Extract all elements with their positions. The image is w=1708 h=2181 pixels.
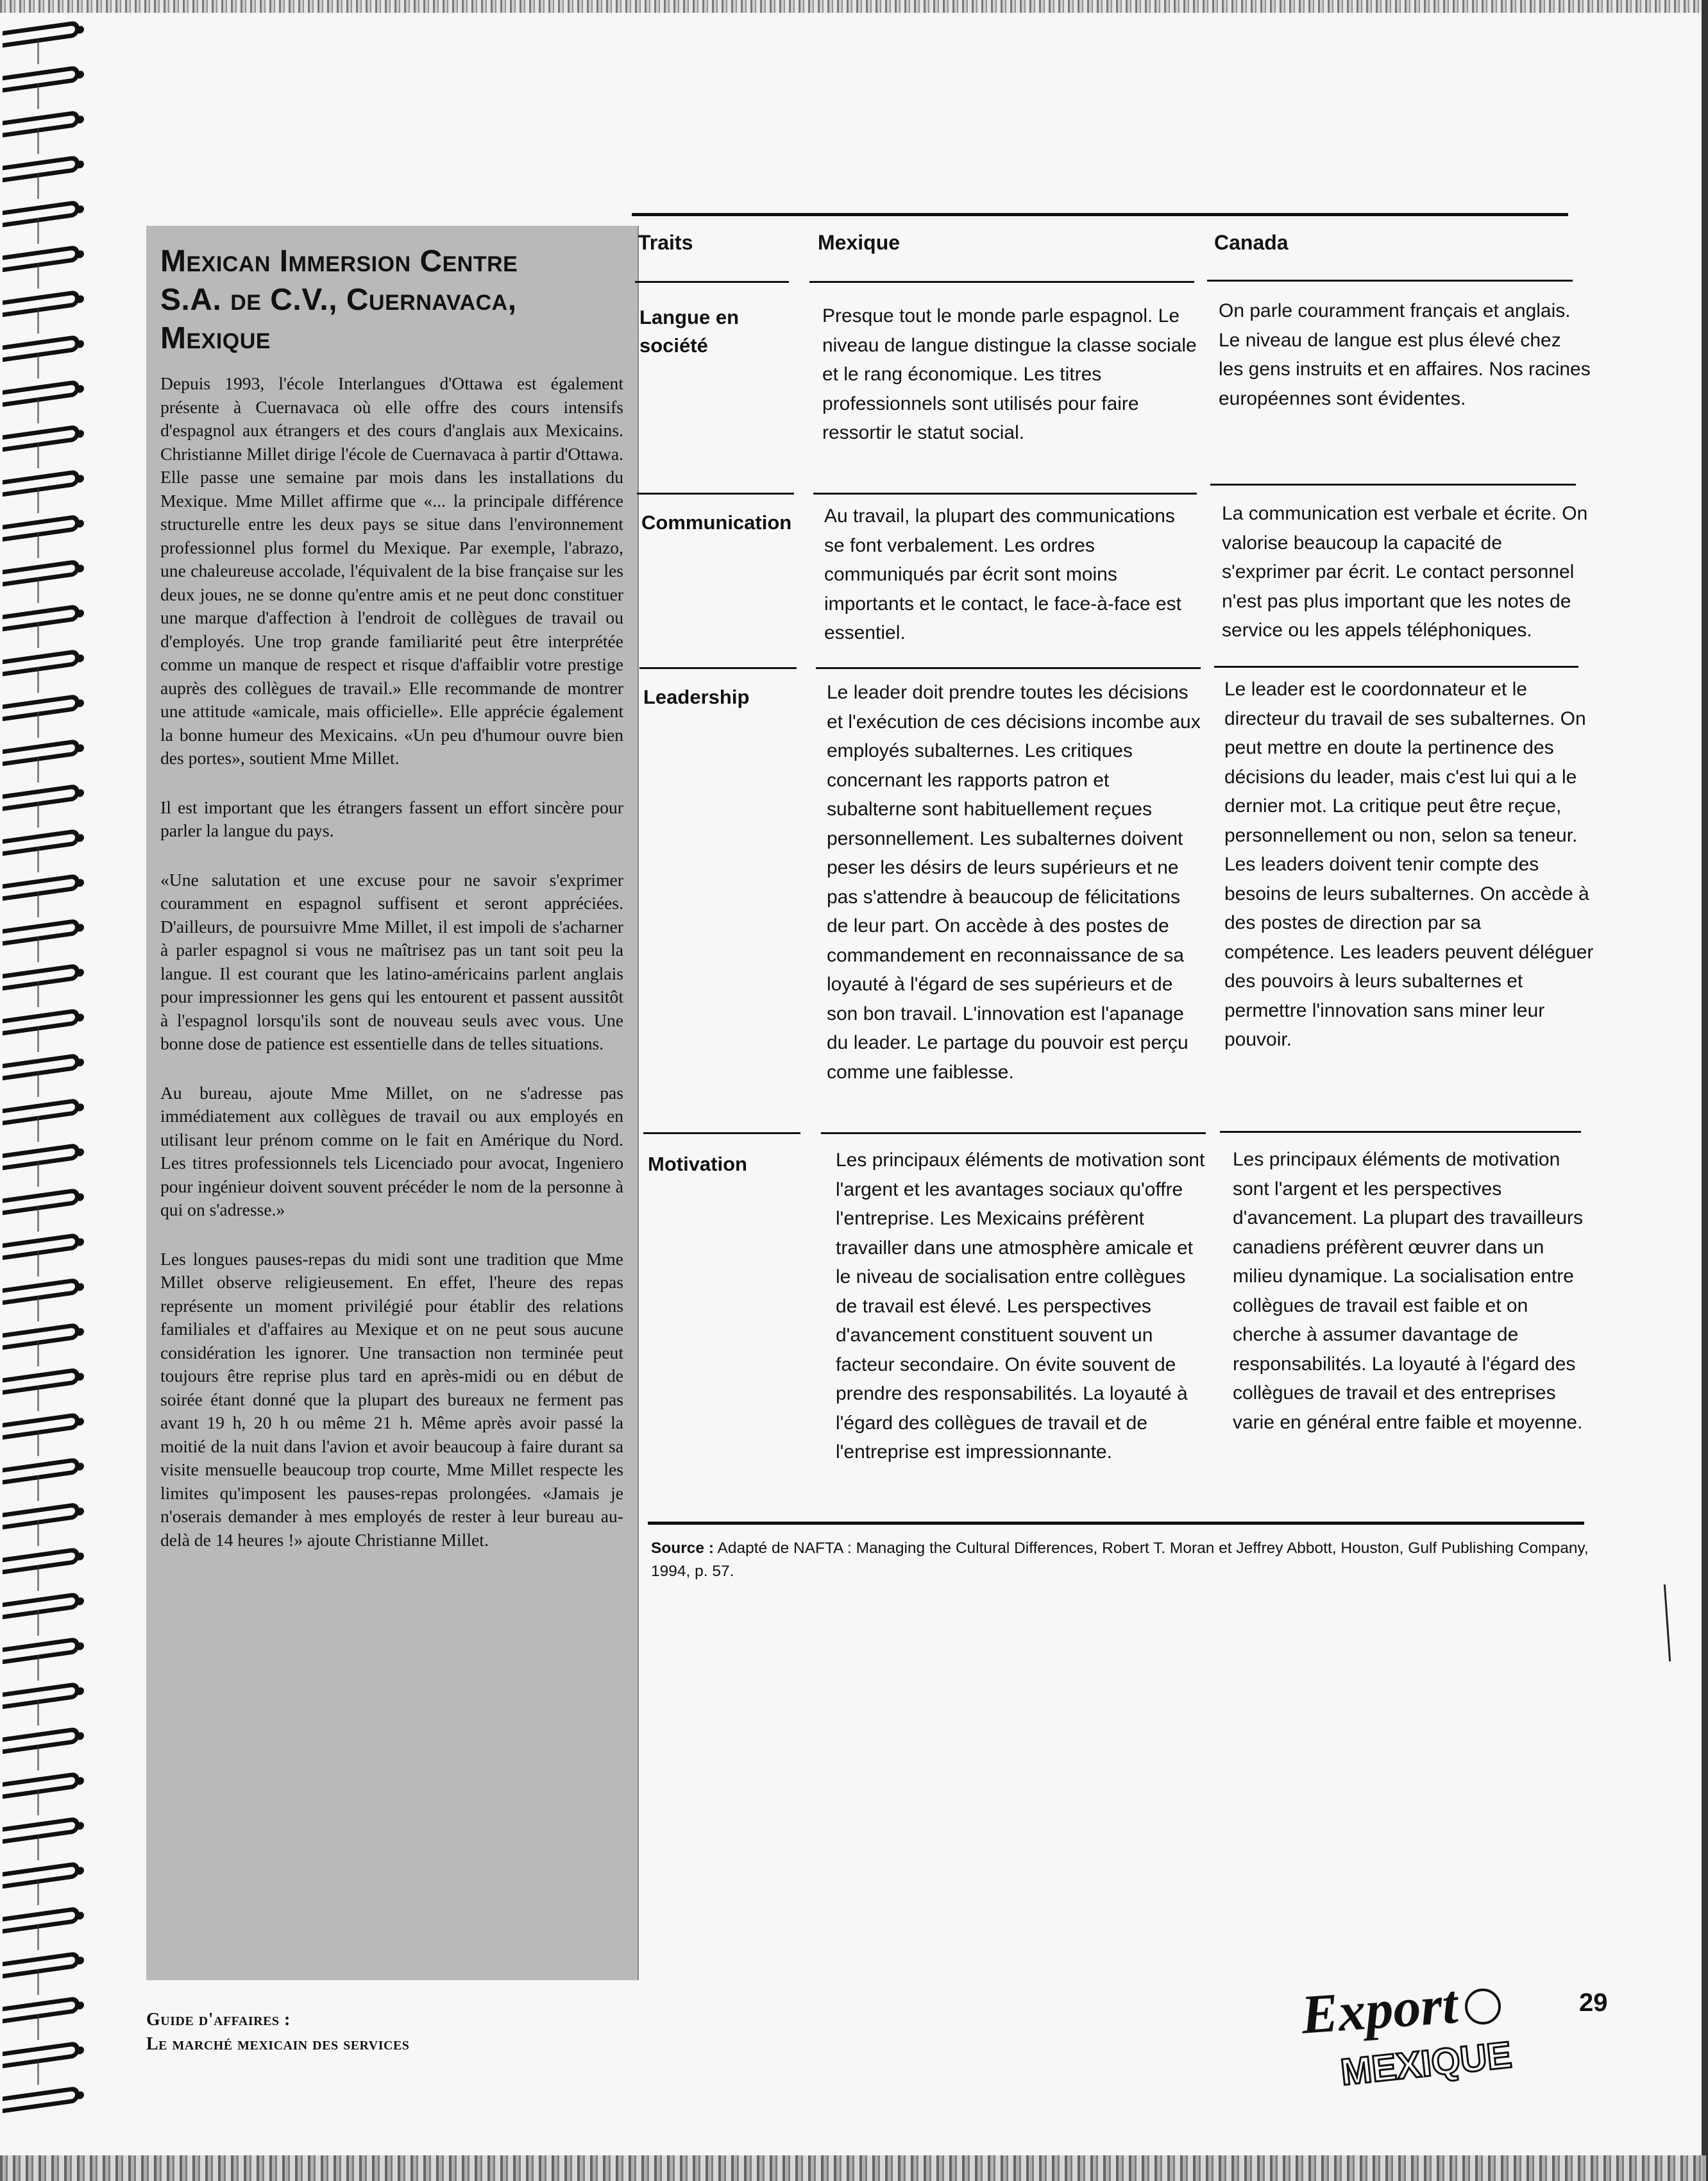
spiral-coil [3, 1547, 80, 1575]
spiral-coil [3, 1862, 80, 1889]
spiral-coil [3, 1278, 80, 1305]
spiral-coil [3, 1996, 80, 2024]
spiral-coil [3, 1053, 80, 1081]
row-rule [813, 493, 1197, 495]
spiral-coil [3, 65, 80, 93]
page-number: 29 [1579, 1989, 1608, 2017]
spiral-coil [3, 1906, 80, 1934]
cell-mexique: Le leader doit prendre toutes les décisions et l'exécution de ces décisions incombe aux employés subalternes. Les critiques concernant les rapports patron et subalterne sont habituellement reçues personnellement. Les subalternes doivent peser les désirs de leurs supérieurs et ne pas s'attendre à beaucoup de félicitations de leur part. On accède à des postes de commandement en reconnaissance de sa loyauté à l'égard de ses supérieurs et de son bon travail. L'innovation est l'apanage du leader. Le partage du pouvoir est perçu comme une faiblesse. [827, 682, 1201, 1083]
spiral-coil [3, 1188, 80, 1216]
spiral-coil [3, 694, 80, 722]
spiral-coil [3, 380, 80, 407]
export-mexique-logo [1296, 1969, 1514, 2098]
spiral-coil [3, 829, 80, 856]
row-rule [1220, 1131, 1581, 1133]
cell-canada: La communication est verbale et écrite. On valorise beaucoup la capacité de s'exprimer par écrit. Le contact personnel n'est pas plus important que les notes de service ou les appels téléphoniques. [1222, 503, 1588, 641]
spiral-coil [3, 110, 80, 138]
trait-langue: Langue en société [639, 306, 740, 357]
spiral-coil [3, 2041, 80, 2069]
spiral-coil [3, 559, 80, 587]
spiral-coil [3, 1637, 80, 1665]
logo-text-mexique: MEXIQUE [1339, 2033, 1514, 2094]
header-rule [809, 281, 1194, 283]
spiral-coil [3, 2086, 80, 2114]
sidebar-body [160, 372, 623, 1552]
source-label: Source : [651, 1540, 714, 1557]
table-bottom-rule [648, 1522, 1584, 1525]
spiral-coil [3, 470, 80, 497]
sidebar-title [160, 242, 623, 358]
spiral-coil [3, 1772, 80, 1799]
spiral-coil [3, 1143, 80, 1171]
sidebar-box [146, 226, 639, 1980]
page-edge [1702, 0, 1708, 2181]
row-rule [639, 667, 797, 669]
spiral-coil [3, 1502, 80, 1530]
spiral-coil [3, 604, 80, 632]
sidebar-paragraph: Au bureau, ajoute Mme Millet, on ne s'adresse pas immédiatement aux collègues de travail ou aux employés en utilisant leur prénom comme on le fait en Amérique du Nord. Les titres professionnels tels Licenciado pour avocat, Ingeniero pour ingénieur doivent souvent précéder le nom de la personne à qui on s'adresse.» [160, 1082, 623, 1219]
margin-mark [1664, 1584, 1671, 1661]
spiral-coil [3, 200, 80, 228]
footer-line: Le marché mexicain des services [146, 2034, 410, 2054]
spiral-coil [3, 784, 80, 811]
logo-circle-icon [1466, 1990, 1500, 2023]
spiral-coil [3, 963, 80, 991]
spiral-coil [3, 245, 80, 273]
sidebar-paragraph: «Une salutation et une excuse pour ne savoir s'exprimer couramment en espagnol suffisent et seront appréciées. D'ailleurs, de poursuivre Mme Millet, il est impoli de s'acharner à parler espagnol si vous ne maîtrisez pas un tant soit peu la langue. Il est courant que les latino-américains parlent anglais pour impressionner les gens qui les entourent et passent aussitôt à l'espagnol lorsqu'ils sont de nouveau seuls avec vous. Une bonne dose de patience est essentielle dans de telles situations. [160, 869, 623, 1053]
trait-leadership: Leadership [643, 686, 750, 708]
cell-mexique: Au travail, la plupart des communications se font verbalement. Les ordres communiqués par écrit sont moins importants et le contact, le face-à-face est essentiel. [824, 505, 1181, 643]
spiral-coil [3, 1008, 80, 1036]
scan-noise-bottom [0, 2155, 1708, 2181]
source-text: Adapté de NAFTA : Managing the Cultural Differences, Robert T. Moran et Jeffrey Abbott, Houston, Gulf Publishing Company, 1994, p. 57. [651, 1540, 1589, 1580]
row-rule [637, 493, 794, 495]
cell-mexique: Les principaux éléments de motivation sont l'argent et les avantages sociaux qu'offre l'entreprise. Les Mexicains préfèrent travailler dans une atmosphère amicale et le niveau de socialisation entre collègues de travail est élevé. Les perspectives d'avancement constituent souvent un facteur secondaire. On évite souvent de prendre des responsabilités. La loyauté à l'égard des collègues de travail et de l'entreprise est impressionnante. [836, 1150, 1205, 1463]
row-rule [1214, 666, 1578, 668]
spiral-coil [3, 514, 80, 542]
trait-motivation: Motivation [648, 1153, 747, 1175]
spiral-coil [3, 1592, 80, 1620]
header-traits: Traits [638, 231, 693, 254]
cell-canada: Les principaux éléments de motivation sont l'argent et les perspectives d'avancement. La plupart des travailleurs canadiens préfèrent œuvrer dans un milieu dynamique. La socialisation entre collègues de travail est faible et on cherche à assumer davantage de responsabilités. La loyauté à l'égard des collègues de travail et des entreprises varie en général entre faible et moyenne. [1233, 1149, 1584, 1433]
trait-communication: Communication [641, 511, 792, 534]
sidebar-paragraph: Il est important que les étrangers fassent un effort sincère pour parler la langue du pays. [160, 797, 623, 840]
sidebar-paragraph: Depuis 1993, l'école Interlangues d'Ottawa est également présente à Cuernavaca où elle offre des cours intensifs d'espagnol aux étrangers et des cours d'anglais aux Mexicains. Christianne Millet dirige l'école de Cuernavaca à partir d'Ottawa. Elle passe une semaine par mois dans les installations du Mexique. Mme Millet affirme que «... la principale différence structurelle entre les deux pays se situe dans l'environnement professionnel plus formel du Mexique. Par exemple, l'abrazo, une chaleureuse accolade, l'équivalent de la bise française sur les deux joues, ne se donne qu'entre amis et ne peut donc constituer une marque d'affection à l'endroit de collègues de travail ou d'employés. Une trop grande familiarité peut être interprétée comme un manque de respect et risque d'affaiblir votre prestige auprès des collègues de travail.» Elle recommande de montrer une attitude «amicale, mais officielle». Elle apprécie également la bonne humeur des Mexicains. «Un peu d'humour ouvre bien des portes», soutient Mme Millet. [160, 373, 623, 768]
spiral-coil [3, 1323, 80, 1350]
footer-line: Guide d'affaires : [146, 2010, 291, 2030]
spiral-coil [3, 290, 80, 318]
spiral-coil [3, 1817, 80, 1844]
spiral-coil [3, 155, 80, 183]
row-rule [643, 1132, 800, 1134]
cell-canada: On parle couramment français et anglais. Le niveau de langue est plus élevé chez les gens instruits et en affaires. Nos racines européennes sont évidentes. [1219, 300, 1591, 409]
row-rule [821, 1132, 1206, 1134]
spiral-coil [3, 1098, 80, 1126]
header-mexique: Mexique [818, 231, 901, 254]
spiral-coil [3, 1368, 80, 1395]
spiral-coil [3, 874, 80, 901]
spiral-coil [3, 1413, 80, 1440]
header-canada: Canada [1214, 231, 1289, 254]
spiral-coil [3, 739, 80, 767]
spiral-coil [3, 919, 80, 946]
spiral-coil [3, 649, 80, 677]
header-rule [635, 281, 789, 283]
footer-title [146, 2008, 409, 2057]
sidebar-paragraph: Les longues pauses-repas du midi sont une tradition que Mme Millet observe religieusement. En effet, l'heure des repas représente un moment privilégié pour établir des relations familiales et d'affaires au Mexique et on ne peut sous aucune considération les ignorer. Une transaction non terminée peut toujours être reprise plus tard en après-midi ou en début de soirée étant donné que la plupart des bureaux ne ferment pas avant 19 h, 20 h ou même 21 h. Même après avoir passé la moitié de la nuit dans l'avion et avoir beaucoup à faire durant sa visite mensuelle beaucoup trop courte, Mme Millet respecte les limites qu'imposent les pauses-repas prolongées. «Jamais je n'oserais demander à mes employés de rester à leur bureau au-delà de 14 heures !» ajoute Christianne Millet. [160, 1248, 623, 1550]
sidebar-title-line: S.A. de C.V., Cuernavaca, [160, 283, 517, 317]
spiral-coil [3, 1727, 80, 1754]
spiral-binding [0, 26, 90, 2143]
cell-mexique: Presque tout le monde parle espagnol. Le niveau de langue distingue la classe sociale et le rang économique. Les titres professionnels sont utilisés pour faire ressortir le statut social. [822, 305, 1197, 443]
spiral-coil [3, 1951, 80, 1979]
sidebar-title-line: Mexique [160, 321, 271, 355]
scan-noise-top [0, 0, 1708, 13]
sidebar-title-line: Mexican Immersion Centre [160, 244, 518, 278]
spiral-coil [3, 1457, 80, 1485]
table-top-rule [632, 213, 1568, 216]
spiral-coil [3, 21, 80, 48]
logo-text-export: Export [1299, 1973, 1460, 2046]
spiral-coil [3, 1233, 80, 1260]
header-rule [1207, 280, 1573, 282]
spiral-coil [3, 1682, 80, 1710]
spiral-coil [3, 335, 80, 362]
spiral-coil [3, 425, 80, 452]
source-note [651, 1537, 1607, 1583]
row-rule [816, 667, 1201, 669]
binding-holes [37, 38, 39, 2091]
row-rule [1210, 484, 1576, 486]
cell-canada: Le leader est le coordonnateur et le directeur du travail de ses subalternes. On peut mettre en doute la pertinence des décisions du leader, mais c'est lui qui a le dernier mot. La critique peut être reçue, personnellement ou non, selon sa teneur. Les leaders doivent tenir compte des besoins de leurs subalternes. On accède à des postes de direction par sa compétence. Les leaders peuvent déléguer des pouvoirs à leurs subalternes et permettre l'innovation sans miner leur pouvoir. [1224, 679, 1594, 1050]
